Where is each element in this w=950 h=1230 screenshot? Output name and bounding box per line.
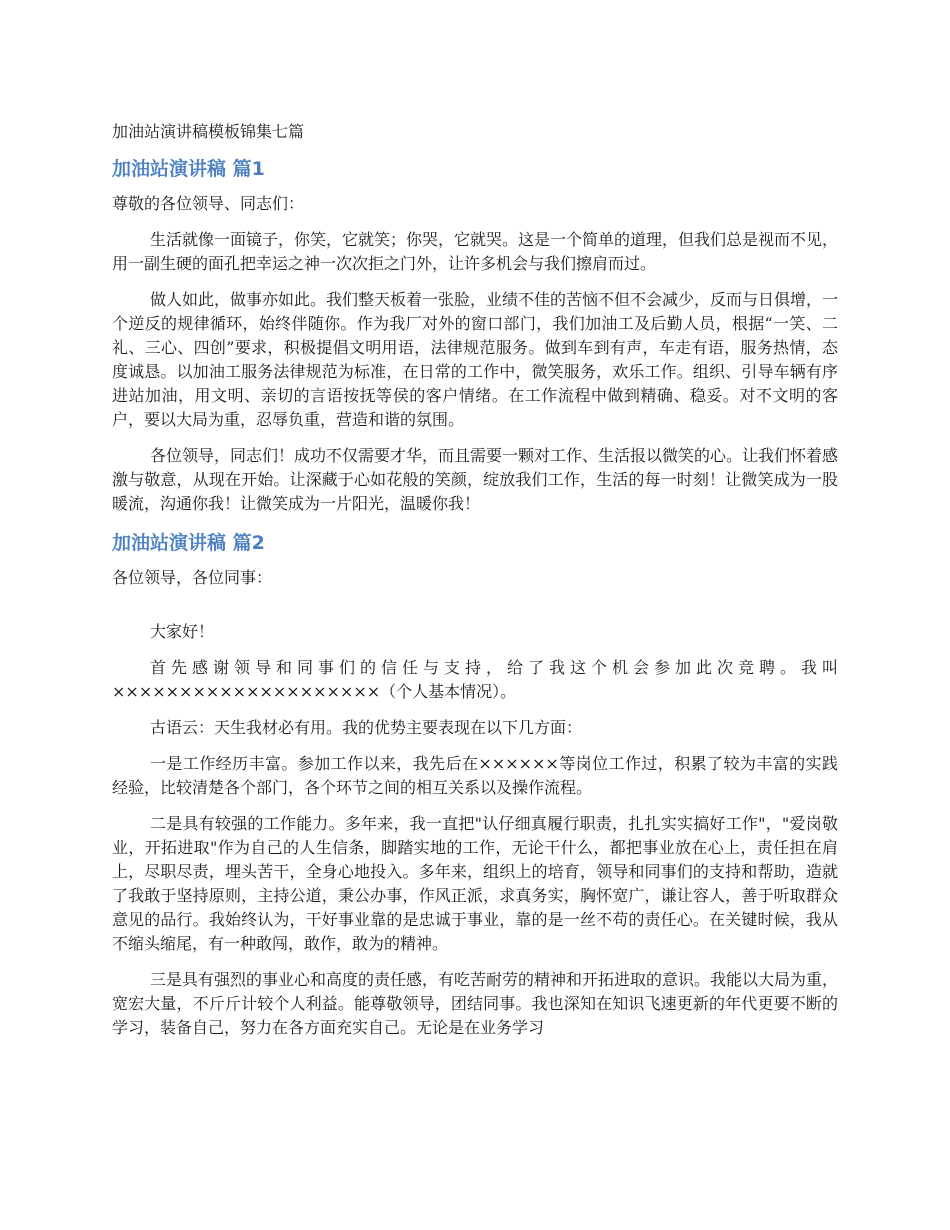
section-heading-2: 加油站演讲稿 篇2	[112, 532, 265, 554]
paragraph: 首先感谢领导和同事们的信任与支持，给了我这个机会参加此次竞聘。我叫××××××××××××××××××××（个人基本情况）。	[112, 658, 838, 701]
paragraph: 生活就像一面镜子，你笑，它就笑；你哭，它就哭。这是一个简单的道理，但我们总是视而不见，用一副生硬的面孔把幸运之神一次次拒之门外，让许多机会与我们擦肩而过。	[112, 230, 839, 273]
paragraph: 一是工作经历丰富。参加工作以来，我先后在××××××等岗位工作过，积累了较为丰富的实践经验，比较清楚各个部门，各个环节之间的相互关系以及操作流程。	[112, 754, 838, 797]
paragraph: 做人如此，做事亦如此。我们整天板着一张脸，业绩不佳的苦恼不但不会减少，反而与日俱增，一个逆反的规律循环，始终伴随你。作为我厂对外的窗口部门，我们加油工及后勤人员，根据“一笑、二礼、三心、四创”要求，积极提倡文明用语，法律规范服务。做到车到有声，车走有语，服务热情，态度诚恳。以加油工服务法律规范为标准，在日常的工作中，微笑服务，欢乐工作。组织、引导车辆有序进站加油，用文明、亲切的言语按抚等侯的客户情绪。在工作流程中做到精确、稳妥。对不文明的客户，要以大局为重，忍辱负重，营造和谐的氛围。	[112, 290, 839, 429]
greeting-1: 尊敬的各位领导、同志们：	[112, 194, 305, 213]
document-title: 加油站演讲稿模板锦集七篇	[112, 122, 305, 141]
paragraph: 大家好！	[150, 622, 215, 641]
paragraph: 三是具有强烈的事业心和高度的责任感，有吃苦耐劳的精神和开拓进取的意识。我能以大局为重，宽宏大量，不斤斤计较个人利益。能尊敬领导，团结同事。我也深知在知识飞速更新的年代更要不断的学习，装备自己，努力在各方面充实自己。无论是在业务学习	[112, 970, 839, 1037]
paragraph: 二是具有较强的工作能力。多年来，我一直把"认仔细真履行职责，扎扎实实搞好工作"，"爱岗敬业，开拓进取"作为自己的人生信条，脚踏实地的工作，无论干什么，都把事业放在心上，责任担在肩上，尽职尽责，埋头苦干，全身心地投入。多年来，组织上的培育，领导和同事们的支持和帮助，造就了我敢于坚持原则，主持公道，秉公办事，作风正派，求真务实，胸怀宽广，谦让容人，善于听取群众意见的品行。我始终认为，干好事业靠的是忠诚于事业，靠的是一丝不苟的责任心。在关键时候，我从不缩头缩尾，有一种敢闯，敢作，敢为的精神。	[112, 814, 838, 953]
paragraph: 各位领导，同志们！成功不仅需要才华，而且需要一颗对工作、生活报以微笑的心。让我们怀着感激与敬意，从现在开始。让深藏于心如花般的笑颜，绽放我们工作，生活的每一时刻！让微笑成为一股暖流，沟通你我！让微笑成为一片阳光，温暖你我！	[112, 446, 839, 513]
document-body	[112, 118, 838, 1052]
paragraph: 古语云：天生我材必有用。我的优势主要表现在以下几方面：	[150, 718, 583, 737]
section-heading-1: 加油站演讲稿 篇1	[112, 158, 265, 180]
greeting-2: 各位领导，各位同事：	[112, 568, 273, 587]
blank-line	[112, 602, 838, 620]
